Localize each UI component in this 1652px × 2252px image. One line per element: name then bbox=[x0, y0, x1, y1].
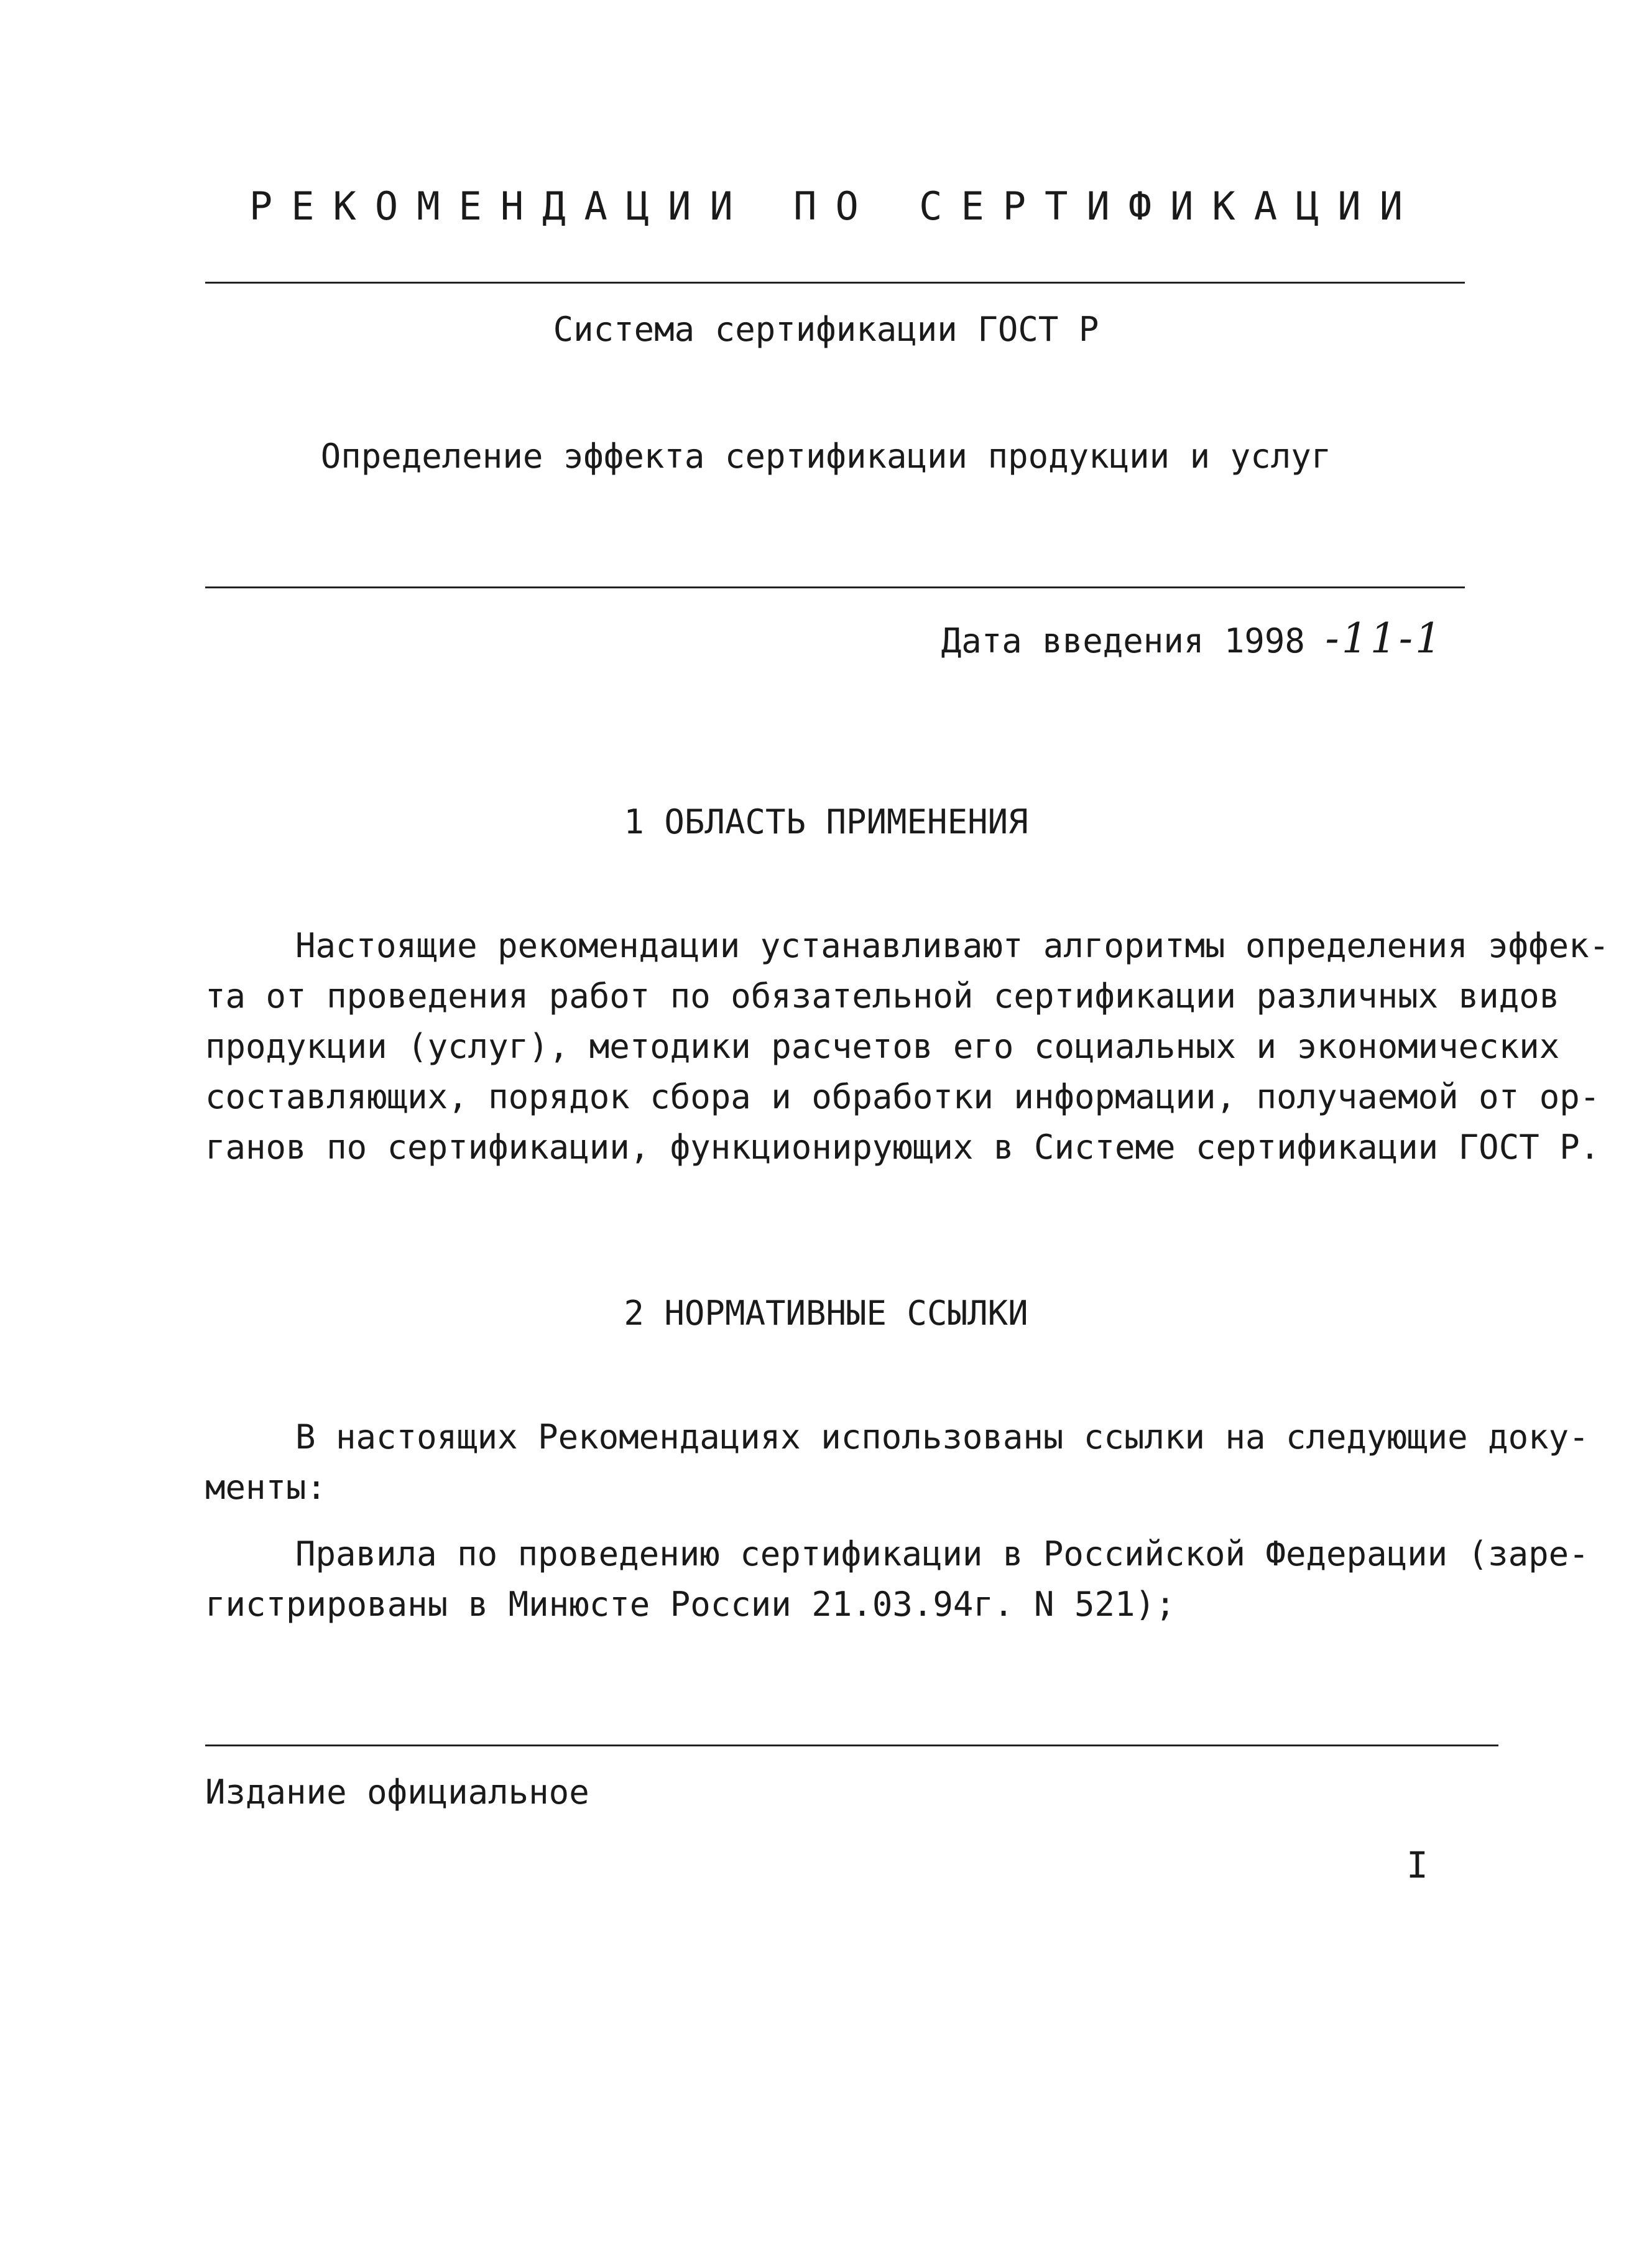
handwritten-date: -11-1 bbox=[1325, 614, 1444, 662]
paragraph-line: составляющих, порядок сбора и обработки информации, получаемой от ор- bbox=[205, 1077, 1600, 1116]
section-2-paragraph bbox=[205, 1412, 1589, 1629]
paragraph-line: ганов по сертификации, функционирующих в Системе сертификации ГОСТ Р. bbox=[205, 1128, 1600, 1167]
section-2-heading: 2 НОРМАТИВНЫЕ ССЫЛКИ bbox=[624, 1294, 1028, 1333]
introduction-date-label: Дата введения 1998 bbox=[941, 621, 1305, 660]
section-1-paragraph bbox=[205, 920, 1610, 1172]
paragraph-line: продукции (услуг), методики расчетов его социальных и экономических bbox=[205, 1027, 1560, 1066]
page-number: I bbox=[1406, 1844, 1428, 1886]
paragraph-line: гистрированы в Минюсте России 21.03.94г. N 521); bbox=[205, 1585, 1176, 1624]
paragraph-line: менты: bbox=[205, 1468, 327, 1507]
section-1-heading: 1 ОБЛАСТЬ ПРИМЕНЕНИЯ bbox=[624, 802, 1028, 841]
header-rule-top bbox=[205, 282, 1465, 284]
paragraph-line: та от проведения работ по обязательной сертификации различных видов bbox=[205, 976, 1560, 1016]
paragraph-line: В настоящих Рекомендациях использованы ссылки на следующие доку- bbox=[295, 1417, 1589, 1457]
footer-rule bbox=[205, 1745, 1498, 1746]
header-rule-bottom bbox=[205, 586, 1465, 588]
document-subject: Определение эффекта сертификации продукции и услуг bbox=[320, 437, 1332, 476]
official-edition-label: Издание официальное bbox=[205, 1772, 589, 1812]
introduction-date bbox=[941, 614, 1444, 662]
paragraph-line: Правила по проведению сертификации в Российской Федерации (заре- bbox=[295, 1534, 1589, 1573]
document-title: РЕКОМЕНДАЦИИ ПО СЕРТИФИКАЦИИ bbox=[249, 183, 1422, 229]
certification-system: Система сертификации ГОСТ Р bbox=[553, 310, 1099, 349]
paragraph-line: Настоящие рекомендации устанавливают алгоритмы определения эффек- bbox=[295, 926, 1610, 965]
